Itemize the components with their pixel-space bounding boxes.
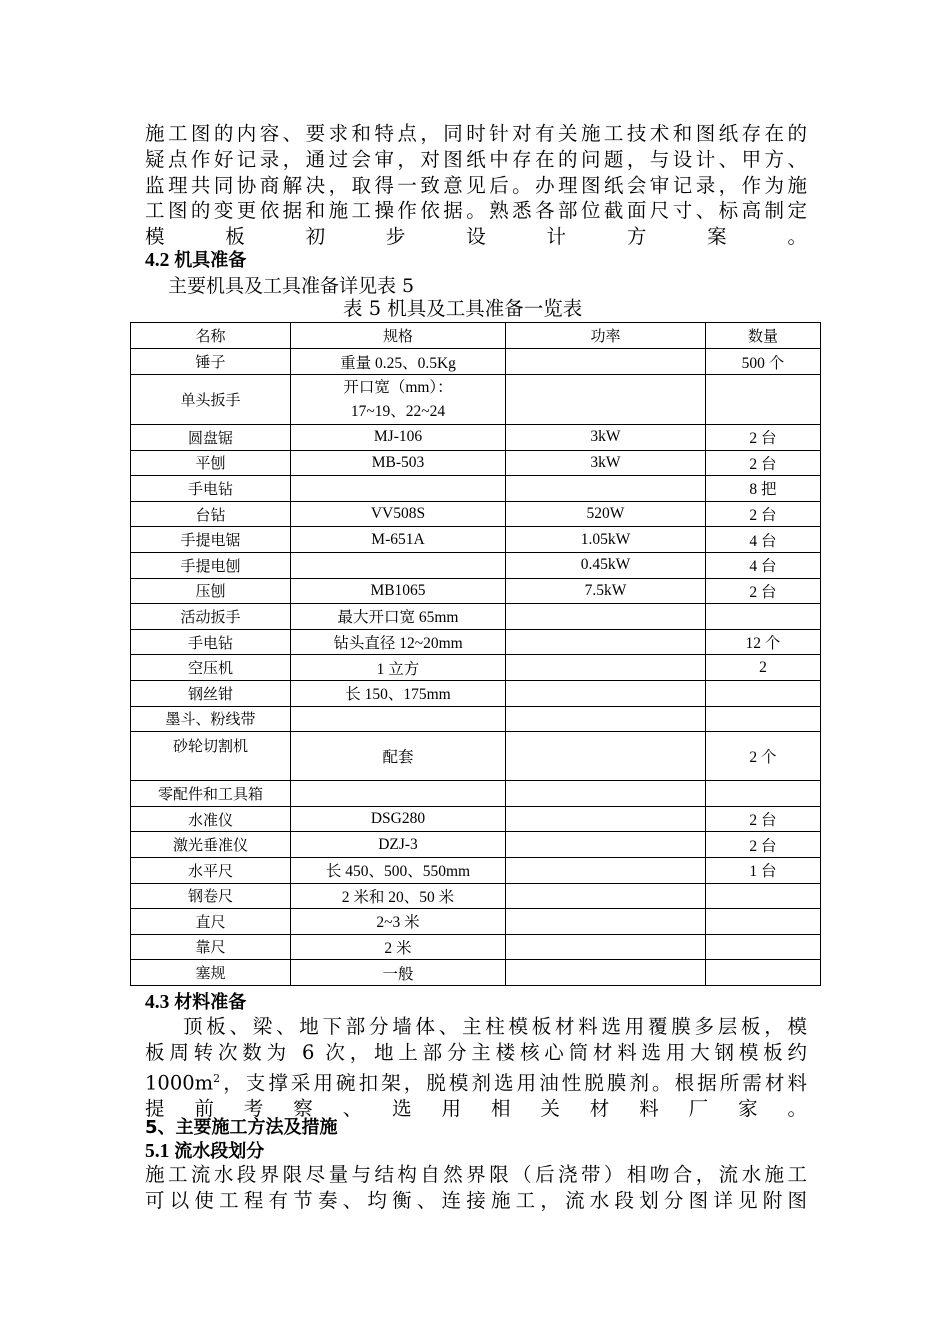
table-row <box>131 629 821 655</box>
cell-name: 手电钻 <box>131 476 291 502</box>
header-spec: 规格 <box>291 323 506 349</box>
materials-line: 板周转次数为 6 次，地上部分主楼核心筒材料选用大钢模板约 <box>145 1040 807 1064</box>
section-number: 4.2 <box>145 250 170 271</box>
cell-power: 520W <box>506 501 706 527</box>
cell-name: 水准仪 <box>131 806 291 832</box>
cell-qty <box>706 604 821 630</box>
section-4-2-heading <box>145 249 246 273</box>
cell-qty: 12 个 <box>706 629 821 655</box>
area-superscript: 2 <box>213 1071 221 1085</box>
cell-power <box>506 857 706 883</box>
cell-power <box>506 604 706 630</box>
cell-name: 激光垂准仪 <box>131 832 291 858</box>
cell-power: 7.5kW <box>506 578 706 604</box>
cell-power <box>506 909 706 935</box>
section-title: 材料准备 <box>174 992 247 1013</box>
table-row <box>131 706 821 732</box>
cell-name: 手提电锯 <box>131 527 291 553</box>
cell-spec: 长 450、500、550mm <box>291 857 506 883</box>
cell-power <box>506 934 706 960</box>
cell-power <box>506 655 706 681</box>
cell-power <box>506 806 706 832</box>
table-row <box>131 501 821 527</box>
table-row <box>131 349 821 375</box>
section-number: 5、 <box>145 1117 176 1138</box>
flow-paragraph <box>145 1162 807 1214</box>
cell-name: 钢丝钳 <box>131 680 291 706</box>
cell-power <box>506 781 706 807</box>
cell-name: 墨斗、粉线带 <box>131 706 291 732</box>
cell-name: 零配件和工具箱 <box>131 781 291 807</box>
table-row <box>131 450 821 476</box>
section-title: 主要施工方法及措施 <box>175 1117 338 1138</box>
section-number: 4.3 <box>145 992 170 1013</box>
table-row <box>131 909 821 935</box>
cell-power <box>506 629 706 655</box>
cell-qty: 1 台 <box>706 857 821 883</box>
cell-qty <box>706 680 821 706</box>
cell-power: 3kW <box>506 450 706 476</box>
cell-name: 靠尺 <box>131 934 291 960</box>
table-row <box>131 552 821 578</box>
cell-power <box>506 476 706 502</box>
cell-spec: 钻头直径 12~20mm <box>291 629 506 655</box>
section-number: 5.1 <box>145 1141 170 1162</box>
cell-spec: 2 米 <box>291 934 506 960</box>
intro-line: 工图的变更依据和施工操作依据。熟悉各部位截面尺寸、标高制定 <box>145 199 807 223</box>
cell-spec: VV508S <box>291 501 506 527</box>
flow-line: 施工流水段界限尽量与结构自然界限（后浇带）相吻合，流水施工 <box>145 1163 807 1186</box>
table-row <box>131 375 821 425</box>
cell-spec: DSG280 <box>291 806 506 832</box>
section-5-heading <box>145 1116 338 1140</box>
cell-spec: 2 米和 20、50 米 <box>291 883 506 909</box>
cell-power <box>506 349 706 375</box>
table-row <box>131 806 821 832</box>
cell-qty: 2 个 <box>706 732 821 781</box>
cell-spec: 重量 0.25、0.5Kg <box>291 349 506 375</box>
cell-qty <box>706 706 821 732</box>
cell-qty <box>706 909 821 935</box>
cell-name: 空压机 <box>131 655 291 681</box>
cell-power: 1.05kW <box>506 527 706 553</box>
header-name: 名称 <box>131 323 291 349</box>
table-intro-text: 主要机具及工具准备详见表 5 <box>168 275 415 297</box>
cell-name: 活动扳手 <box>131 604 291 630</box>
cell-qty: 2 台 <box>706 806 821 832</box>
cell-name: 直尺 <box>131 909 291 935</box>
materials-line-with-area <box>145 1066 807 1096</box>
cell-spec: MJ-106 <box>291 425 506 451</box>
cell-qty: 500 个 <box>706 349 821 375</box>
cell-name: 钢卷尺 <box>131 883 291 909</box>
table-row <box>131 960 821 986</box>
cell-name: 手提电刨 <box>131 552 291 578</box>
intro-line: 监理共同协商解决，取得一致意见后。办理图纸会审记录，作为施 <box>145 173 807 197</box>
cell-qty <box>706 781 821 807</box>
section-title: 流水段划分 <box>174 1141 265 1162</box>
table-row <box>131 732 821 781</box>
cell-spec <box>291 552 506 578</box>
cell-spec: 2~3 米 <box>291 909 506 935</box>
intro-paragraph <box>145 121 807 250</box>
cell-spec: MB-503 <box>291 450 506 476</box>
cell-qty: 2 台 <box>706 450 821 476</box>
cell-qty <box>706 960 821 986</box>
cell-power <box>506 375 706 425</box>
header-qty: 数量 <box>706 323 821 349</box>
cell-power: 0.45kW <box>506 552 706 578</box>
cell-qty: 4 台 <box>706 527 821 553</box>
table-header-row <box>131 323 821 349</box>
table-row <box>131 832 821 858</box>
cell-name: 压刨 <box>131 578 291 604</box>
section-4-3-heading <box>145 991 246 1015</box>
cell-qty: 2 台 <box>706 501 821 527</box>
table-row <box>131 476 821 502</box>
cell-power <box>506 706 706 732</box>
intro-line: 模板初步设计方案。 <box>145 225 807 249</box>
section-title: 机具准备 <box>174 250 247 271</box>
cell-spec: 一般 <box>291 960 506 986</box>
materials-line: 提前考察、选用相关材料厂家。 <box>145 1096 807 1120</box>
cell-spec <box>291 706 506 732</box>
intro-line: 疑点作好记录，通过会审，对图纸中存在的问题，与设计、甲方、 <box>145 147 807 171</box>
materials-line-rest: ，支撑采用碗扣架，脱模剂选用油性脱膜剂。根据所需材料 <box>220 1071 807 1095</box>
cell-qty: 2 台 <box>706 832 821 858</box>
table-row <box>131 781 821 807</box>
cell-spec-line: 开口宽（mm）： <box>343 378 453 396</box>
table-row <box>131 857 821 883</box>
cell-qty <box>706 934 821 960</box>
materials-paragraph <box>145 1014 807 1122</box>
table-row <box>131 655 821 681</box>
cell-qty: 2 台 <box>706 578 821 604</box>
header-power: 功率 <box>506 323 706 349</box>
cell-name: 砂轮切割机 <box>131 732 291 781</box>
flow-line: 可以使工程有节奏、均衡、连接施工，流水段划分图详见附图 <box>145 1188 807 1212</box>
table-row <box>131 680 821 706</box>
cell-power <box>506 732 706 781</box>
cell-power <box>506 832 706 858</box>
table-row <box>131 527 821 553</box>
cell-power: 3kW <box>506 425 706 451</box>
cell-name: 水平尺 <box>131 857 291 883</box>
cell-name: 单头扳手 <box>131 375 291 425</box>
table-row <box>131 883 821 909</box>
cell-qty: 2 <box>706 655 821 681</box>
cell-qty <box>706 883 821 909</box>
cell-qty: 2 台 <box>706 425 821 451</box>
cell-name: 圆盘锯 <box>131 425 291 451</box>
cell-spec: 长 150、175mm <box>291 680 506 706</box>
table-row <box>131 934 821 960</box>
cell-name: 塞规 <box>131 960 291 986</box>
cell-spec: M-651A <box>291 527 506 553</box>
cell-spec: DZJ-3 <box>291 832 506 858</box>
cell-qty: 8 把 <box>706 476 821 502</box>
cell-spec <box>291 781 506 807</box>
table-row <box>131 425 821 451</box>
tools-table <box>130 322 821 986</box>
intro-line: 施工图的内容、要求和特点，同时针对有关施工技术和图纸存在的 <box>145 122 807 145</box>
table-row <box>131 604 821 630</box>
cell-spec <box>291 476 506 502</box>
cell-qty: 4 台 <box>706 552 821 578</box>
cell-name: 手电钻 <box>131 629 291 655</box>
cell-name: 锤子 <box>131 349 291 375</box>
cell-name: 台钻 <box>131 501 291 527</box>
cell-spec: 配套 <box>291 732 506 781</box>
cell-spec-line: 17~19、22~24 <box>350 402 446 420</box>
cell-spec: MB1065 <box>291 578 506 604</box>
cell-qty <box>706 375 821 425</box>
area-value: 1000m <box>145 1071 214 1095</box>
table-caption: 表 5 机具及工具准备一览表 <box>343 297 583 320</box>
cell-spec: 最大开口宽 65mm <box>291 604 506 630</box>
cell-power <box>506 960 706 986</box>
table-row <box>131 578 821 604</box>
cell-spec <box>291 375 506 425</box>
materials-line: 顶板、梁、地下部分墙体、主柱模板材料选用覆膜多层板，模 <box>183 1015 807 1038</box>
section-5-1-heading <box>145 1140 264 1164</box>
cell-spec: 1 立方 <box>291 655 506 681</box>
cell-power <box>506 680 706 706</box>
cell-name: 平刨 <box>131 450 291 476</box>
cell-power <box>506 883 706 909</box>
